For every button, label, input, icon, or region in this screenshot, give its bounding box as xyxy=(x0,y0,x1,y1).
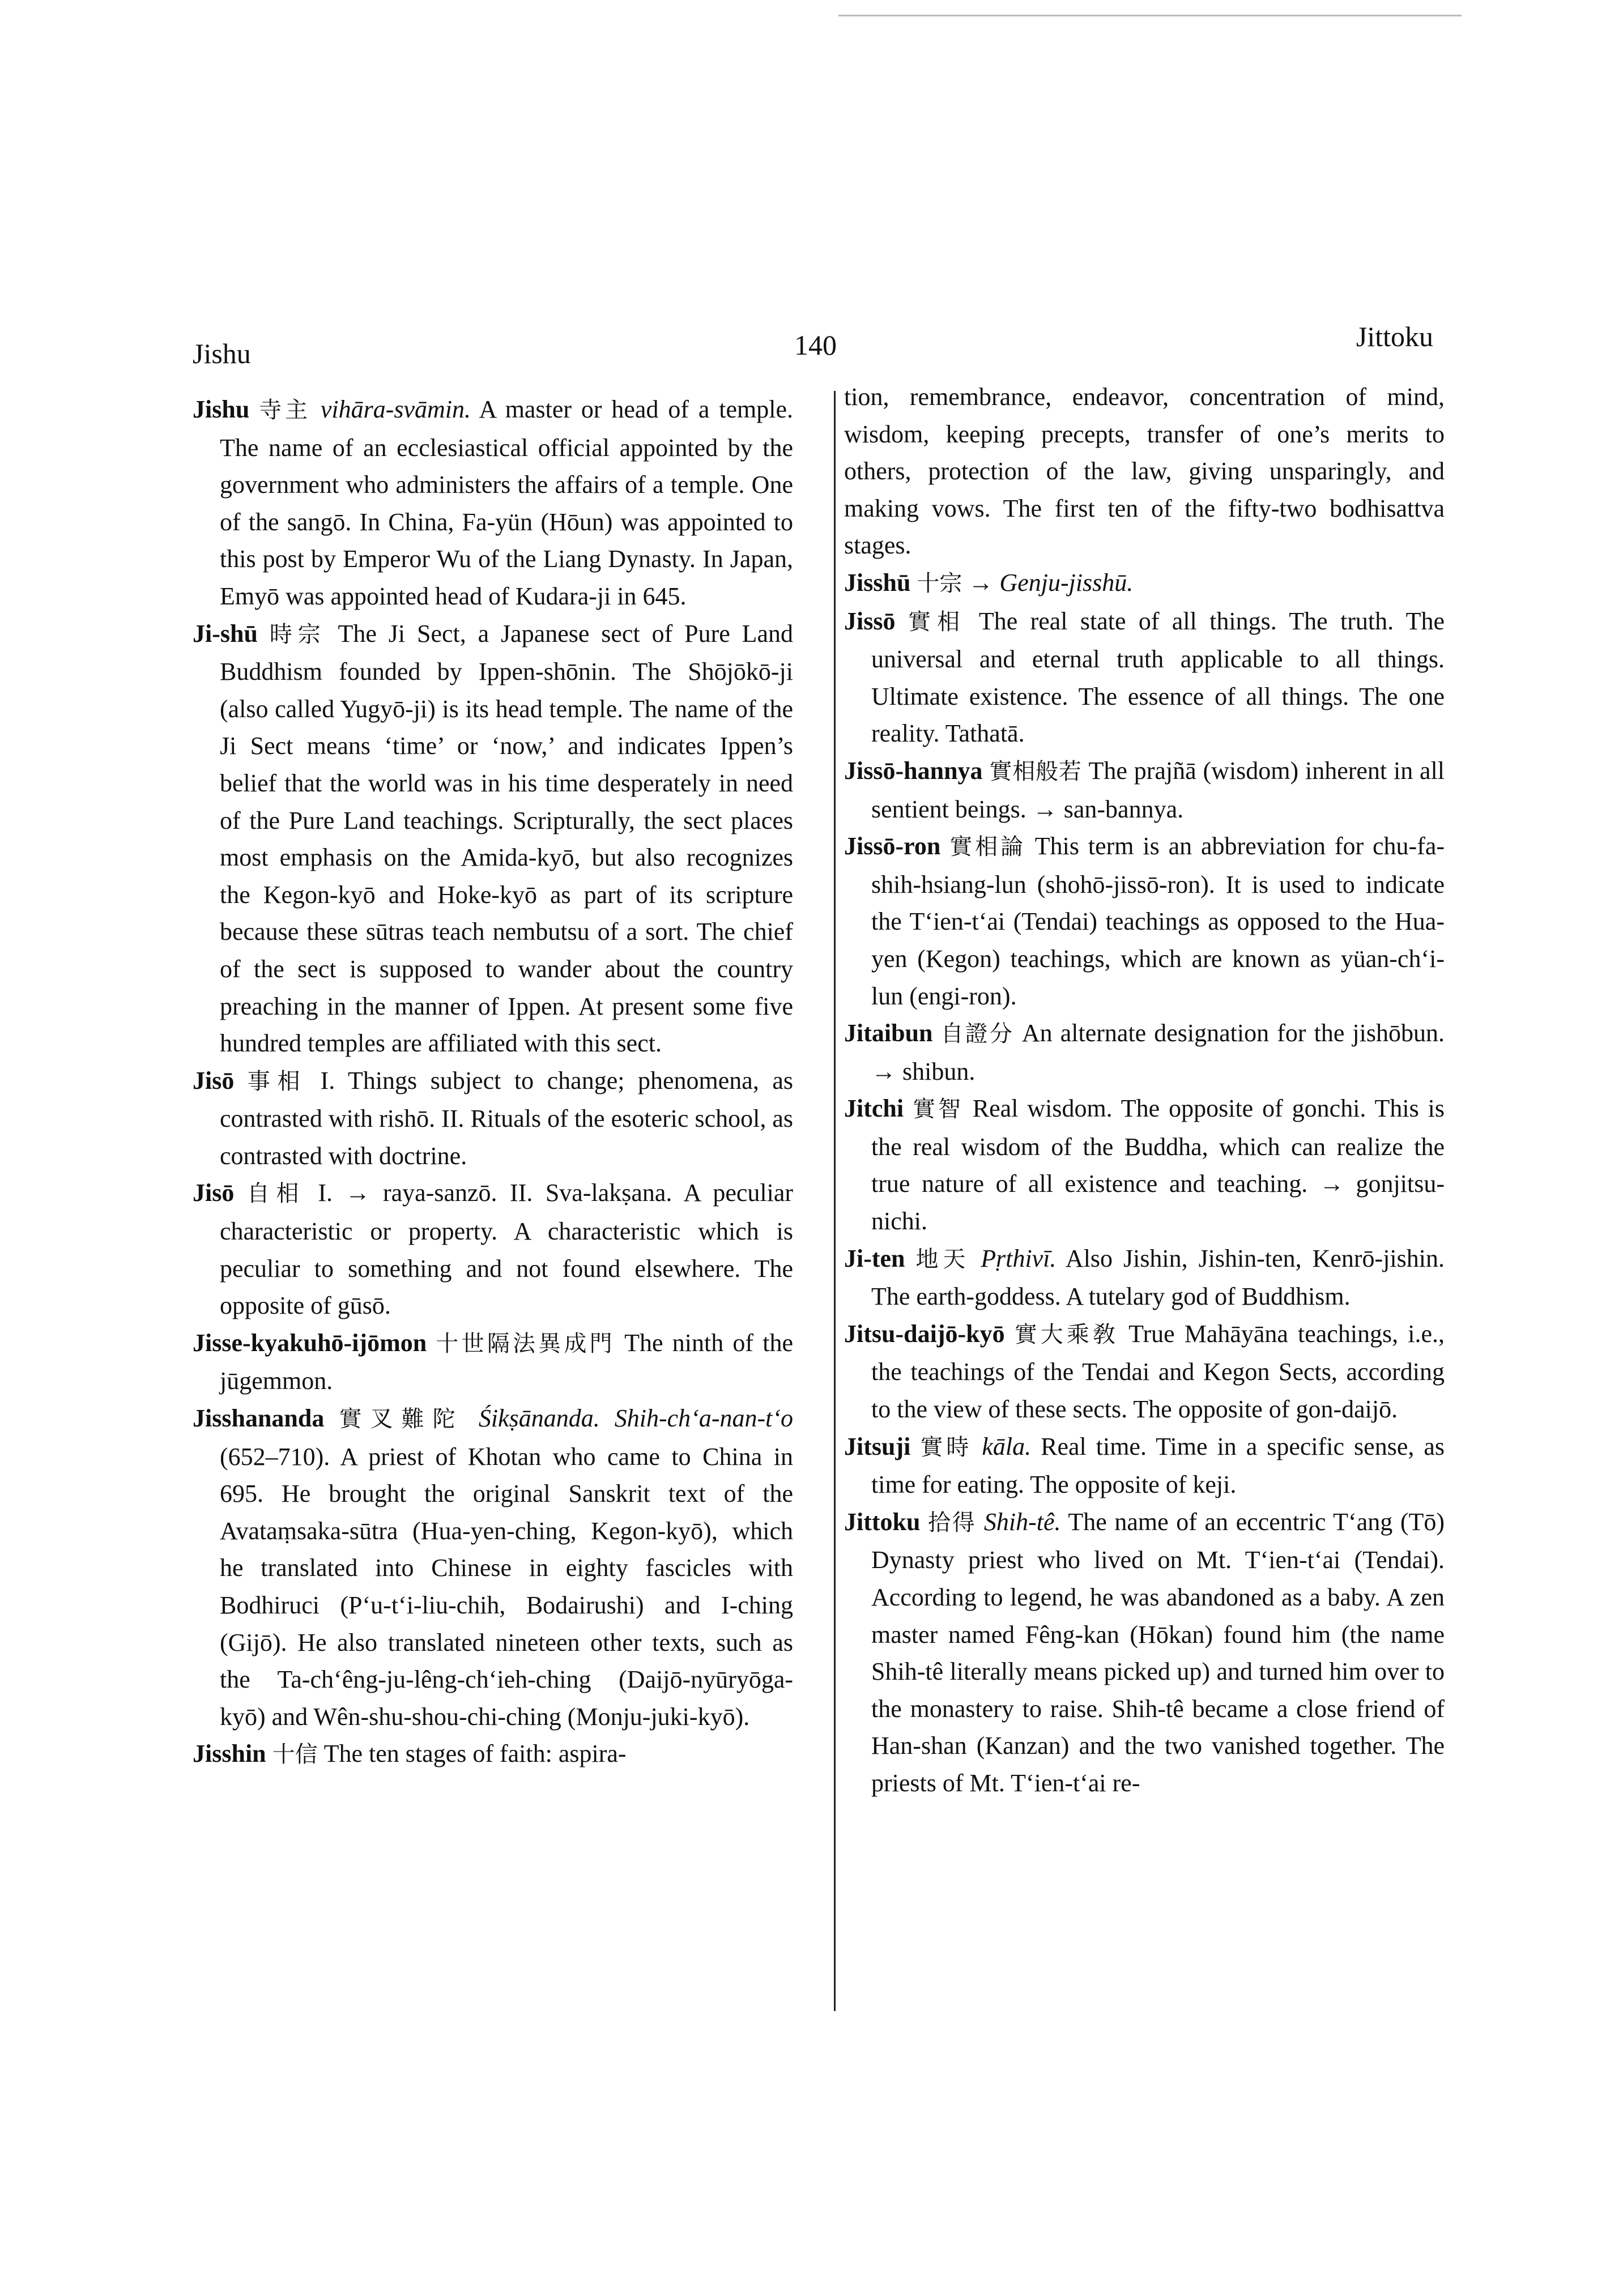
dictionary-entry xyxy=(844,564,1445,603)
entry-headword: Jisō xyxy=(193,1179,235,1207)
entry-headword: Ji-ten xyxy=(844,1244,905,1272)
entry-kanji: 拾得 xyxy=(928,1509,977,1536)
dictionary-entry xyxy=(193,1174,793,1324)
entry-kanji: 自證分 xyxy=(940,1021,1014,1047)
dictionary-entry xyxy=(844,1090,1445,1239)
right-column xyxy=(844,378,1445,1802)
entry-definition: I. → raya-sanzō. II. Sva-lakṣana. A peculiar characteristic or property. A characteristic which is peculiar to something and not found elsewhere. The opposite of gūsō. xyxy=(220,1179,794,1320)
entry-definition: Also Jishin, Jishin-ten, Kenrō-jishin. The earth-goddess. A tutelary god of Buddhism. xyxy=(871,1244,1445,1311)
entry-definition: → Genju-jisshū. xyxy=(968,568,1134,597)
entry-sanskrit: vihāra-svāmin. xyxy=(320,395,471,423)
entry-kanji: 實相般若 xyxy=(989,758,1082,785)
entry-headword: Jissō-hannya xyxy=(844,756,983,785)
entry-kanji: 實智 xyxy=(913,1096,964,1123)
dictionary-entry xyxy=(844,1428,1445,1503)
entry-definition: The ten stages of faith: aspira- xyxy=(323,1740,627,1768)
entry-headword: Jisshin xyxy=(193,1740,266,1768)
entry-definition: Real time. Time in a specific sense, as time for eating. The opposite of keji. xyxy=(871,1432,1445,1499)
dictionary-entry xyxy=(844,1503,1445,1802)
entry-kanji: 實叉難陀 xyxy=(339,1406,464,1433)
dictionary-entry xyxy=(844,1315,1445,1428)
column-divider xyxy=(834,391,836,2011)
entry-headword: Ji-shū xyxy=(193,619,258,648)
dictionary-entry xyxy=(193,1062,793,1175)
entry-headword: Jitsuji xyxy=(844,1432,911,1460)
entry-definition: An alternate designation for the jishōbun. → shibun. xyxy=(871,1019,1445,1085)
entry-definition: This term is an abbreviation for chu-fa-shih-hsiang-lun (shohō-jissō-ron). It is used to indicate the T‘ien-t‘ai (Tendai) teachings as opposed to the Hua-yen (Kegon) teachings, which are known as yüan-ch‘i-lun (engi-ron). xyxy=(871,832,1445,1010)
entry-headword: Jissō-ron xyxy=(844,832,941,861)
entry-definition: The Ji Sect, a Japanese sect of Pure Land Buddhism founded by Ippen-shōnin. The Shōjōkō-ji (also called Yugyō-ji) is its head temple. The name of the Ji Sect means ‘time’ or ‘now,’ and indicates Ippen’s belief that the world was in his time desperately in need of the Pure Land teachings. Scripturally, the sect places most emphasis on the Amida-kyō, but also recognizes the Kegon-kyō and Hoke-kyō as part of its scripture because these sūtras teach nembutsu of a sort. The chief of the sect is supposed to wander about the country preaching in the manner of Ippen. At present some five hundred temples are affiliated with this sect. xyxy=(220,619,794,1058)
entry-definition: The prajñā (wisdom) inherent in all sentient beings. → san-bannya. xyxy=(871,756,1445,823)
dictionary-entry xyxy=(844,1015,1445,1090)
dictionary-entry xyxy=(193,1324,793,1400)
entry-definition: The ninth of the jūgemmon. xyxy=(220,1328,794,1395)
entry-kanji: 實相論 xyxy=(949,834,1026,861)
running-head xyxy=(193,314,1433,369)
dictionary-entry xyxy=(193,1400,793,1735)
entry-kanji: 時宗 xyxy=(269,621,326,648)
entry-headword: Jisshū xyxy=(844,568,911,597)
dictionary-entry xyxy=(844,1240,1445,1315)
entry-kanji: 自相 xyxy=(246,1181,305,1207)
page-number: 140 xyxy=(794,329,837,361)
dictionary-entry xyxy=(844,828,1445,1015)
left-column xyxy=(193,391,793,1774)
entry-headword: Jitchi xyxy=(844,1094,904,1123)
entry-kanji: 寺主 xyxy=(259,397,311,423)
entry-headword: Jisshananda xyxy=(193,1404,325,1433)
entry-definition: The name of an eccentric T‘ang (Tō) Dynasty priest who lived on Mt. T‘ien-t‘ai (Tendai). According to legend, he was abandoned as a baby. A zen master named Fêng-kan (Hōkan) found him (the name Shih-tê literally means picked up) and turned him over to the monastery to raise. Shih-tê became a close friend of Han-shan (Kanzan) and the two vanished together. The priests of Mt. T‘ien-t‘ai re- xyxy=(871,1507,1445,1797)
entry-sanskrit: Śikṣānanda. Shih-ch‘a-nan-t‘o xyxy=(478,1404,794,1433)
entry-definition: True Mahāyāna teachings, i.e., the teachings of the Tendai and Kegon Sects, according to the view of these sects. The opposite of gon-daijō. xyxy=(871,1319,1445,1424)
entry-definition: The real state of all things. The truth. The universal and eternal truth applicable to all things. Ultimate existence. The essence of all things. The one reality. Tathatā. xyxy=(871,607,1445,748)
entry-kanji: 地天 xyxy=(915,1246,970,1272)
entry-definition: A master or head of a temple. The name of an ecclesiastical official appointed by the government who administers the affairs of a temple. One of the sangō. In China, Fa-yün (Hōun) was appointed to this post by Emperor Wu of the Liang Dynasty. In Japan, Emyō was appointed head of Kudara-ji in 645. xyxy=(220,395,794,610)
entry-headword: Jissō xyxy=(844,607,896,635)
entry-definition: I. Things subject to change; phenomena, as contrasted with rishō. II. Rituals of the esoteric school, as contrasted with doctrine. xyxy=(220,1066,794,1170)
entry-kanji: 十世隔法異成門 xyxy=(436,1330,615,1357)
entry-headword: Jitsu-daijō-kyō xyxy=(844,1319,1005,1348)
entry-kanji: 實時 xyxy=(920,1434,973,1460)
dictionary-entry xyxy=(193,391,793,615)
entry-headword: Jishu xyxy=(193,395,250,423)
entry-definition: (652–710). A priest of Khotan who came to China in 695. He brought the original Sanskrit text of the Avataṃsaka-sūtra (Hua-yen-ching, Kegon-kyō), which he translated into Chinese in eighty fascicles with Bodhiruci (P‘u-t‘i-liu-chih, Bodairushi) and I-ching (Gijō). He also translated nineteen other texts, such as the Ta-ch‘êng-ju-lêng-ch‘ieh-ching (Daijō-nyūryōga-kyō) and Wên-shu-shou-chi-ching (Monju-juki-kyō). xyxy=(220,1442,793,1731)
entry-sanskrit: kāla. xyxy=(982,1432,1032,1460)
entry-headword: Jisō xyxy=(193,1066,235,1094)
dictionary-entry xyxy=(844,603,1445,752)
top-scan-line xyxy=(838,15,1462,16)
dictionary-entry xyxy=(193,615,793,1062)
running-head-left: Jishu xyxy=(193,338,251,369)
entry-sanskrit: Pṛthivī. xyxy=(981,1244,1057,1272)
entry-kanji: 十宗 xyxy=(917,570,962,597)
entry-headword: Jitaibun xyxy=(844,1019,933,1047)
entry-kanji: 事相 xyxy=(247,1068,307,1094)
dictionary-entry xyxy=(193,1735,793,1774)
entry-headword: Jittoku xyxy=(844,1507,921,1536)
entry-kanji: 十信 xyxy=(272,1741,318,1768)
entry-kanji: 實大乘敎 xyxy=(1014,1321,1119,1348)
entry-kanji: 實相 xyxy=(908,608,966,635)
entry-definition: tion, remembrance, endeavor, concentration of mind, wisdom, keeping precepts, transfer of one’s merits to others, protection of the law, giving unsparingly, and making vows. The first ten of the fifty-two bodhisattva stages. xyxy=(844,383,1445,560)
running-head-right: Jittoku xyxy=(1356,321,1433,352)
entry-definition: Real wisdom. The opposite of gonchi. This is the real wisdom of the Buddha, which can realize the true nature of all existence and teaching. → gonjitsu-nichi. xyxy=(871,1094,1445,1236)
dictionary-entry-continuation xyxy=(844,378,1445,564)
entry-sanskrit: Shih-tê. xyxy=(983,1507,1061,1536)
entry-headword: Jisse-kyakuhō-ijōmon xyxy=(193,1328,427,1357)
dictionary-entry xyxy=(844,752,1445,828)
